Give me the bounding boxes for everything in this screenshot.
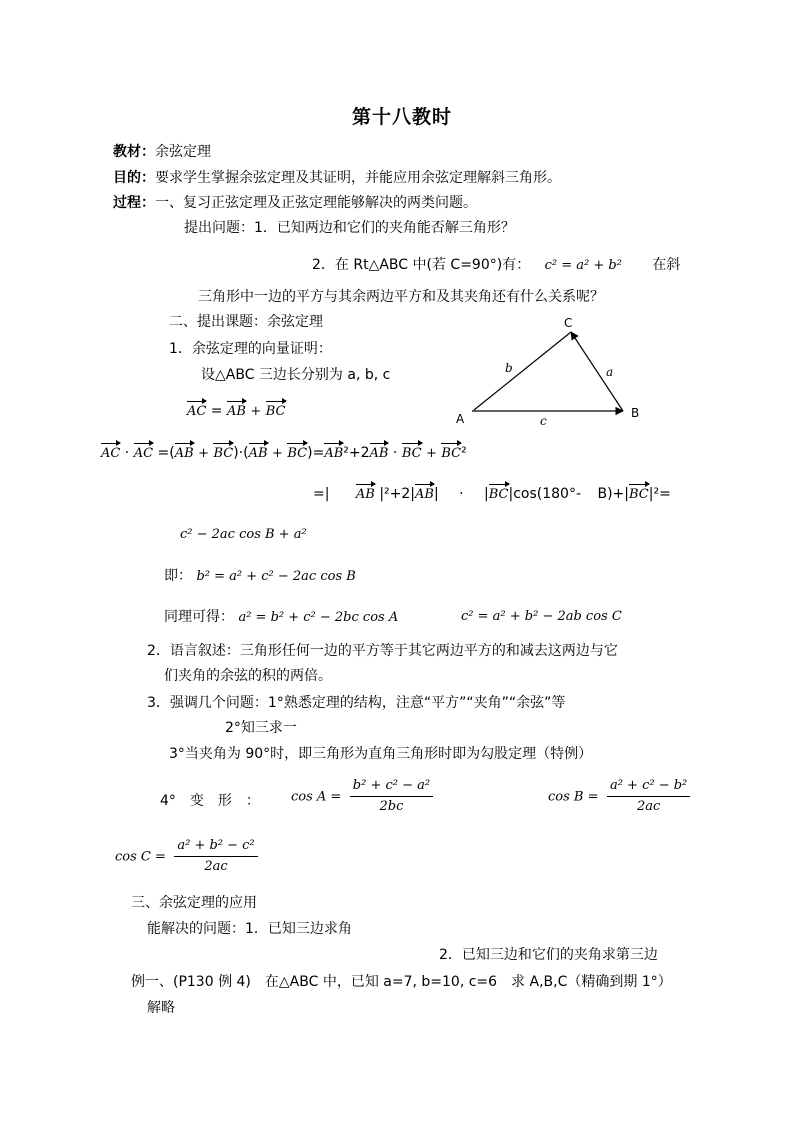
material-label: 教材： [113, 144, 155, 160]
law-of-cosines-a: a² = b² + c² − 2bc cos A [238, 610, 399, 625]
goal-text: 要求学生掌握余弦定理及其证明，并能应用余弦定理解斜三角形。 [155, 170, 561, 186]
process-line [113, 194, 477, 212]
side-a-arrow [571, 332, 623, 411]
section-2-sub1: 1．余弦定理的向量证明： [169, 341, 332, 357]
review-question-1: 提出问题：1．已知两边和它们的夹角能否解三角形？ [184, 220, 515, 236]
vertex-b-label: B [631, 406, 640, 420]
emphasis-line-3: 3°当夹角为 90°时，即三角形为直角三角形时即为勾股定理（特例） [169, 746, 593, 762]
law-of-cosines-c: c² = a² + b² − 2ab cos C [461, 609, 622, 624]
example-1: 例一、(P130 例 4) 在△ABC 中，已知 a=7, b=10, c=6 求 A,B,C（精确到期 1°） [131, 974, 672, 990]
section-3-line-1: 能解决的问题：1．已知三边求角 [147, 921, 352, 937]
assume-sides: 设△ABC 三边长分别为 a, b, c [201, 367, 391, 383]
emphasis-line-2: 2°知三求一 [225, 720, 297, 736]
goal-line [113, 169, 561, 187]
section-2-heading: 二、提出课题：余弦定理 [169, 314, 323, 330]
review-question-2-cont: 三角形中一边的平方与其余两边平方和及其夹角还有什么关系呢？ [198, 289, 604, 305]
process-label: 过程： [113, 195, 155, 211]
review-question-2-suffix: 在斜 [652, 257, 681, 273]
similar-label: 同理可得： [164, 609, 234, 625]
vector-sum-equation: AC = AB + BC [187, 403, 286, 419]
cosB-formula: cos B = $\frac{\text{a² + c² − b²}}{2ac}$ [548, 778, 690, 815]
emphasis-line-1: 3．强调几个问题：1°熟悉定理的结构，注意“平方”“夹角”“余弦”等 [147, 695, 566, 711]
emphasis-line-4-label: 4° 变 形 ： [160, 793, 260, 809]
conclusion-label: 即： [164, 568, 192, 584]
side-c-label: c [540, 414, 547, 428]
magnitude-expansion: =| AB |²+2|AB| · |BC|cos(180°- B)+|BC|²= [313, 486, 671, 502]
material-line [113, 143, 211, 161]
goal-label: 目的： [113, 170, 155, 186]
side-b-line [474, 332, 571, 410]
section-3-line-2: 2．已知三边和它们的夹角求第三边 [439, 947, 658, 963]
vector-bc: BC [265, 404, 286, 419]
section-3-heading: 三、余弦定理的应用 [131, 895, 257, 911]
material-text: 余弦定理 [155, 144, 211, 160]
law-of-cosines-b: b² = a² + c² − 2ac cos B [196, 569, 356, 584]
statement-line-1: 2．语言叙述：三角形任何一边的平方等于其它两边平方的和减去这两边与它 [147, 643, 618, 659]
review-question-2 [312, 256, 680, 275]
page-title: 第十八教时 [352, 106, 453, 128]
vertex-c-label: C [564, 316, 573, 330]
solution: 解略 [147, 1000, 175, 1016]
result-expression: c² − 2ac cos B + a² [180, 527, 307, 542]
conclusion-line [164, 567, 356, 586]
pythagoras-formula: c² = a² + b² [544, 258, 622, 273]
cosC-formula: cos C = $\frac{\text{a² + b² − c²}}{2ac}$ [115, 838, 258, 875]
dot-product-expansion: AC · AC =(AB + BC)·(AB + BC)=AB²+2AB · BC + BC² [101, 445, 467, 461]
cosA-formula: cos A = $\frac{\text{b² + c² − a²}}{2bc}$ [291, 778, 433, 815]
vector-ab: AB [226, 404, 246, 419]
vector-ac: AC [187, 404, 207, 419]
process-text: 一、复习正弦定理及正弦定理能够解决的两类问题。 [155, 195, 477, 211]
side-b-label: b [505, 361, 513, 375]
statement-line-2: 们夹角的余弦的积的两倍。 [164, 668, 332, 684]
triangle-diagram [450, 312, 650, 432]
similar-line [164, 608, 398, 627]
side-a-label: a [606, 365, 614, 379]
review-question-2-prefix: 2．在 Rt△ABC 中(若 C=90°)有： [312, 257, 531, 273]
vertex-a-label: A [456, 412, 465, 426]
